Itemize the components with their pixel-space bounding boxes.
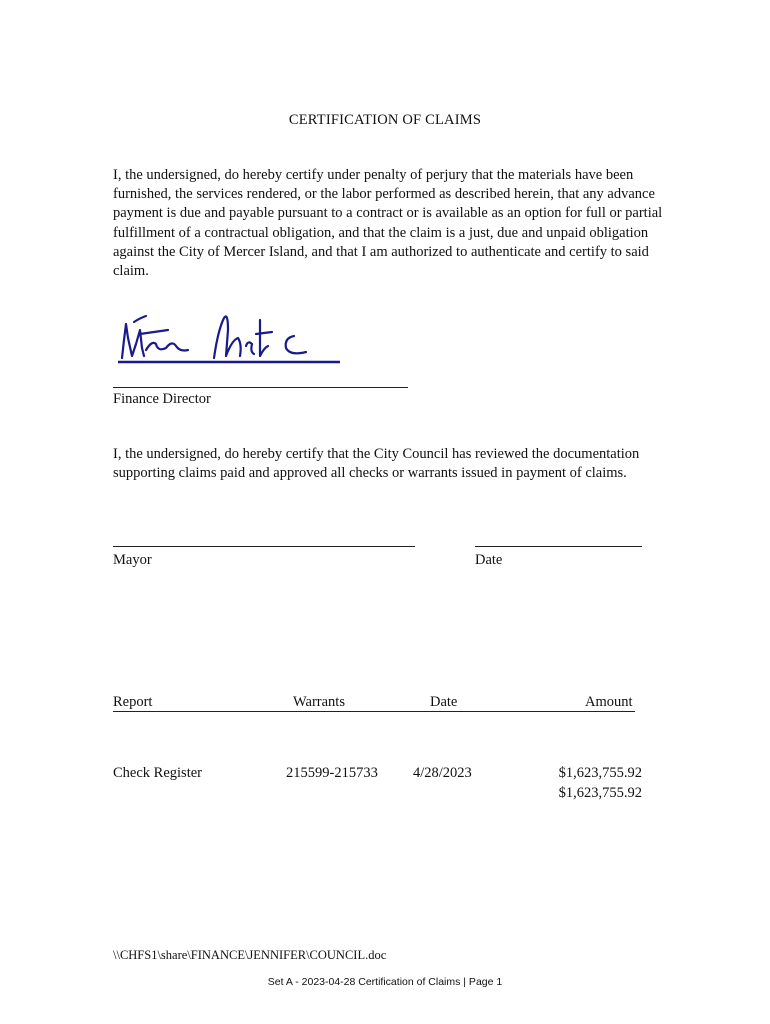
document-title: CERTIFICATION OF CLAIMS bbox=[288, 112, 482, 128]
date-signature-line bbox=[475, 546, 642, 547]
council-certification-paragraph: I, the undersigned, do hereby certify that the City Council has reviewed the documentation supporting claims paid and approved all checks or warrants issued in payment of claims. bbox=[113, 446, 640, 482]
header-date: Date bbox=[413, 694, 573, 711]
page-footer: Set A - 2023-04-28 Certification of Claims | Page 1 bbox=[267, 976, 503, 988]
date-label: Date bbox=[475, 552, 503, 568]
table-cell-warrants: 215599-215733 bbox=[286, 765, 378, 781]
table-cell-report: Check Register bbox=[113, 765, 202, 781]
mayor-label: Mayor bbox=[113, 552, 152, 568]
table-total-amount: $1,623,755.92 bbox=[558, 785, 642, 801]
table-cell-amount: $1,623,755.92 bbox=[558, 765, 642, 781]
header-report: Report bbox=[113, 694, 293, 711]
mayor-signature-line bbox=[113, 546, 415, 547]
certification-paragraph: I, the undersigned, do hereby certify under penalty of perjury that the materials have been furnished, the services rendered, or the labor performed as described herein, that any advance payment is due and payable pursuant to a contract or is available as an option for full or partial fulfillment of a contractual obligation, and that the claim is a just, due and unpaid obligation against the City of Mercer Island, and that I am authorized to authenticate and certify to said claim. bbox=[113, 167, 663, 280]
footer-file-path: \\CHFS1\share\FINANCE\JENNIFER\COUNCIL.doc bbox=[113, 948, 387, 962]
finance-director-signature bbox=[110, 300, 350, 370]
finance-director-label: Finance Director bbox=[113, 391, 211, 407]
table-cell-date: 4/28/2023 bbox=[413, 765, 472, 781]
header-amount: Amount bbox=[573, 694, 635, 711]
header-warrants: Warrants bbox=[293, 694, 413, 711]
finance-director-signature-line bbox=[113, 387, 408, 388]
